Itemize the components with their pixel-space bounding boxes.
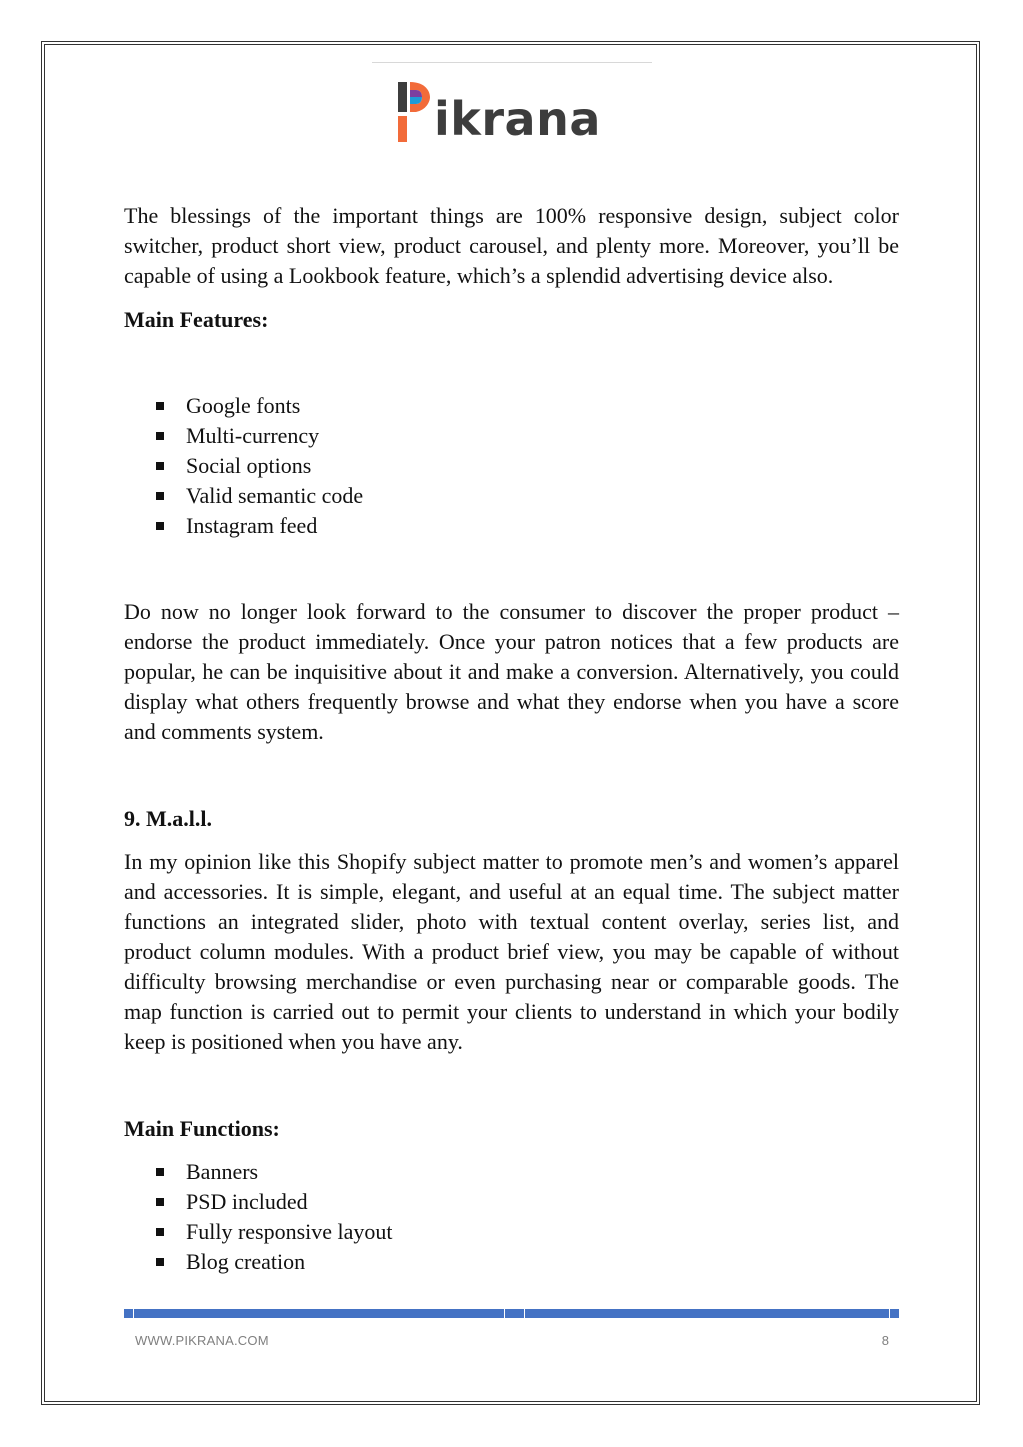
body-paragraph: In my opinion like this Shopify subject matter to promote men’s and women’s apparel and accessories. It is simple, elegant, and useful at an equal time. The subject matter functions an integrated slider, photo with textual content overlay, series list, and product column modules. With a product brief view, you may be capable of without difficulty browsing merchandise or even purchasing near or comparable goods. The map function is carried out to permit your clients to understand in which your bodily keep is positioned when you have any. bbox=[124, 849, 899, 1054]
page-number: 8 bbox=[881, 1333, 889, 1348]
body-paragraph: Do now no longer look forward to the consumer to discover the proper product – endorse the product immediately. Once your patron notices that a few products are popular, he can be inquisitive about it and make a conversion. Alternatively, you could display what others frequently browse and what they endorse when you have a score and comments system. bbox=[124, 599, 899, 744]
list-item: Multi-currency bbox=[124, 421, 899, 451]
square-bullet-icon bbox=[156, 462, 164, 470]
section-heading: 9. M.a.l.l. bbox=[124, 806, 212, 831]
functions-heading: Main Functions: bbox=[124, 1116, 280, 1141]
pikrana-p-logo-icon bbox=[396, 80, 432, 146]
footer-bar-divider bbox=[504, 1309, 505, 1318]
square-bullet-icon bbox=[156, 522, 164, 530]
square-bullet-icon bbox=[156, 1168, 164, 1176]
footer-bar-divider bbox=[889, 1309, 890, 1318]
list-item: Fully responsive layout bbox=[124, 1217, 899, 1247]
footer-bar-divider bbox=[133, 1309, 134, 1318]
list-item: Google fonts bbox=[124, 391, 899, 421]
footer-url: WWW.PIKRANA.COM bbox=[135, 1333, 269, 1348]
document-body bbox=[124, 201, 899, 1277]
square-bullet-icon bbox=[156, 1258, 164, 1266]
intro-paragraph: The blessings of the important things are 100% responsive design, subject color switcher, product short view, product carousel, and plenty more. Moreover, you’ll be capable of using a Lookbook feature, which’s a splendid advertising device also. bbox=[124, 203, 899, 288]
list-item: Valid semantic code bbox=[124, 481, 899, 511]
functions-list bbox=[124, 1157, 899, 1277]
square-bullet-icon bbox=[156, 492, 164, 500]
features-list bbox=[124, 391, 899, 541]
footer-bar bbox=[124, 1309, 899, 1318]
list-item: PSD included bbox=[124, 1187, 899, 1217]
features-heading: Main Features: bbox=[124, 307, 269, 332]
list-item: Banners bbox=[124, 1157, 899, 1187]
header-rule bbox=[372, 62, 652, 63]
list-item: Instagram feed bbox=[124, 511, 899, 541]
pikrana-logo bbox=[396, 74, 636, 146]
square-bullet-icon bbox=[156, 402, 164, 410]
list-item: Social options bbox=[124, 451, 899, 481]
logo-wordmark: ikrana bbox=[434, 92, 601, 146]
footer-bar-divider bbox=[524, 1309, 525, 1318]
square-bullet-icon bbox=[156, 1198, 164, 1206]
square-bullet-icon bbox=[156, 1228, 164, 1236]
square-bullet-icon bbox=[156, 432, 164, 440]
list-item: Blog creation bbox=[124, 1247, 899, 1277]
